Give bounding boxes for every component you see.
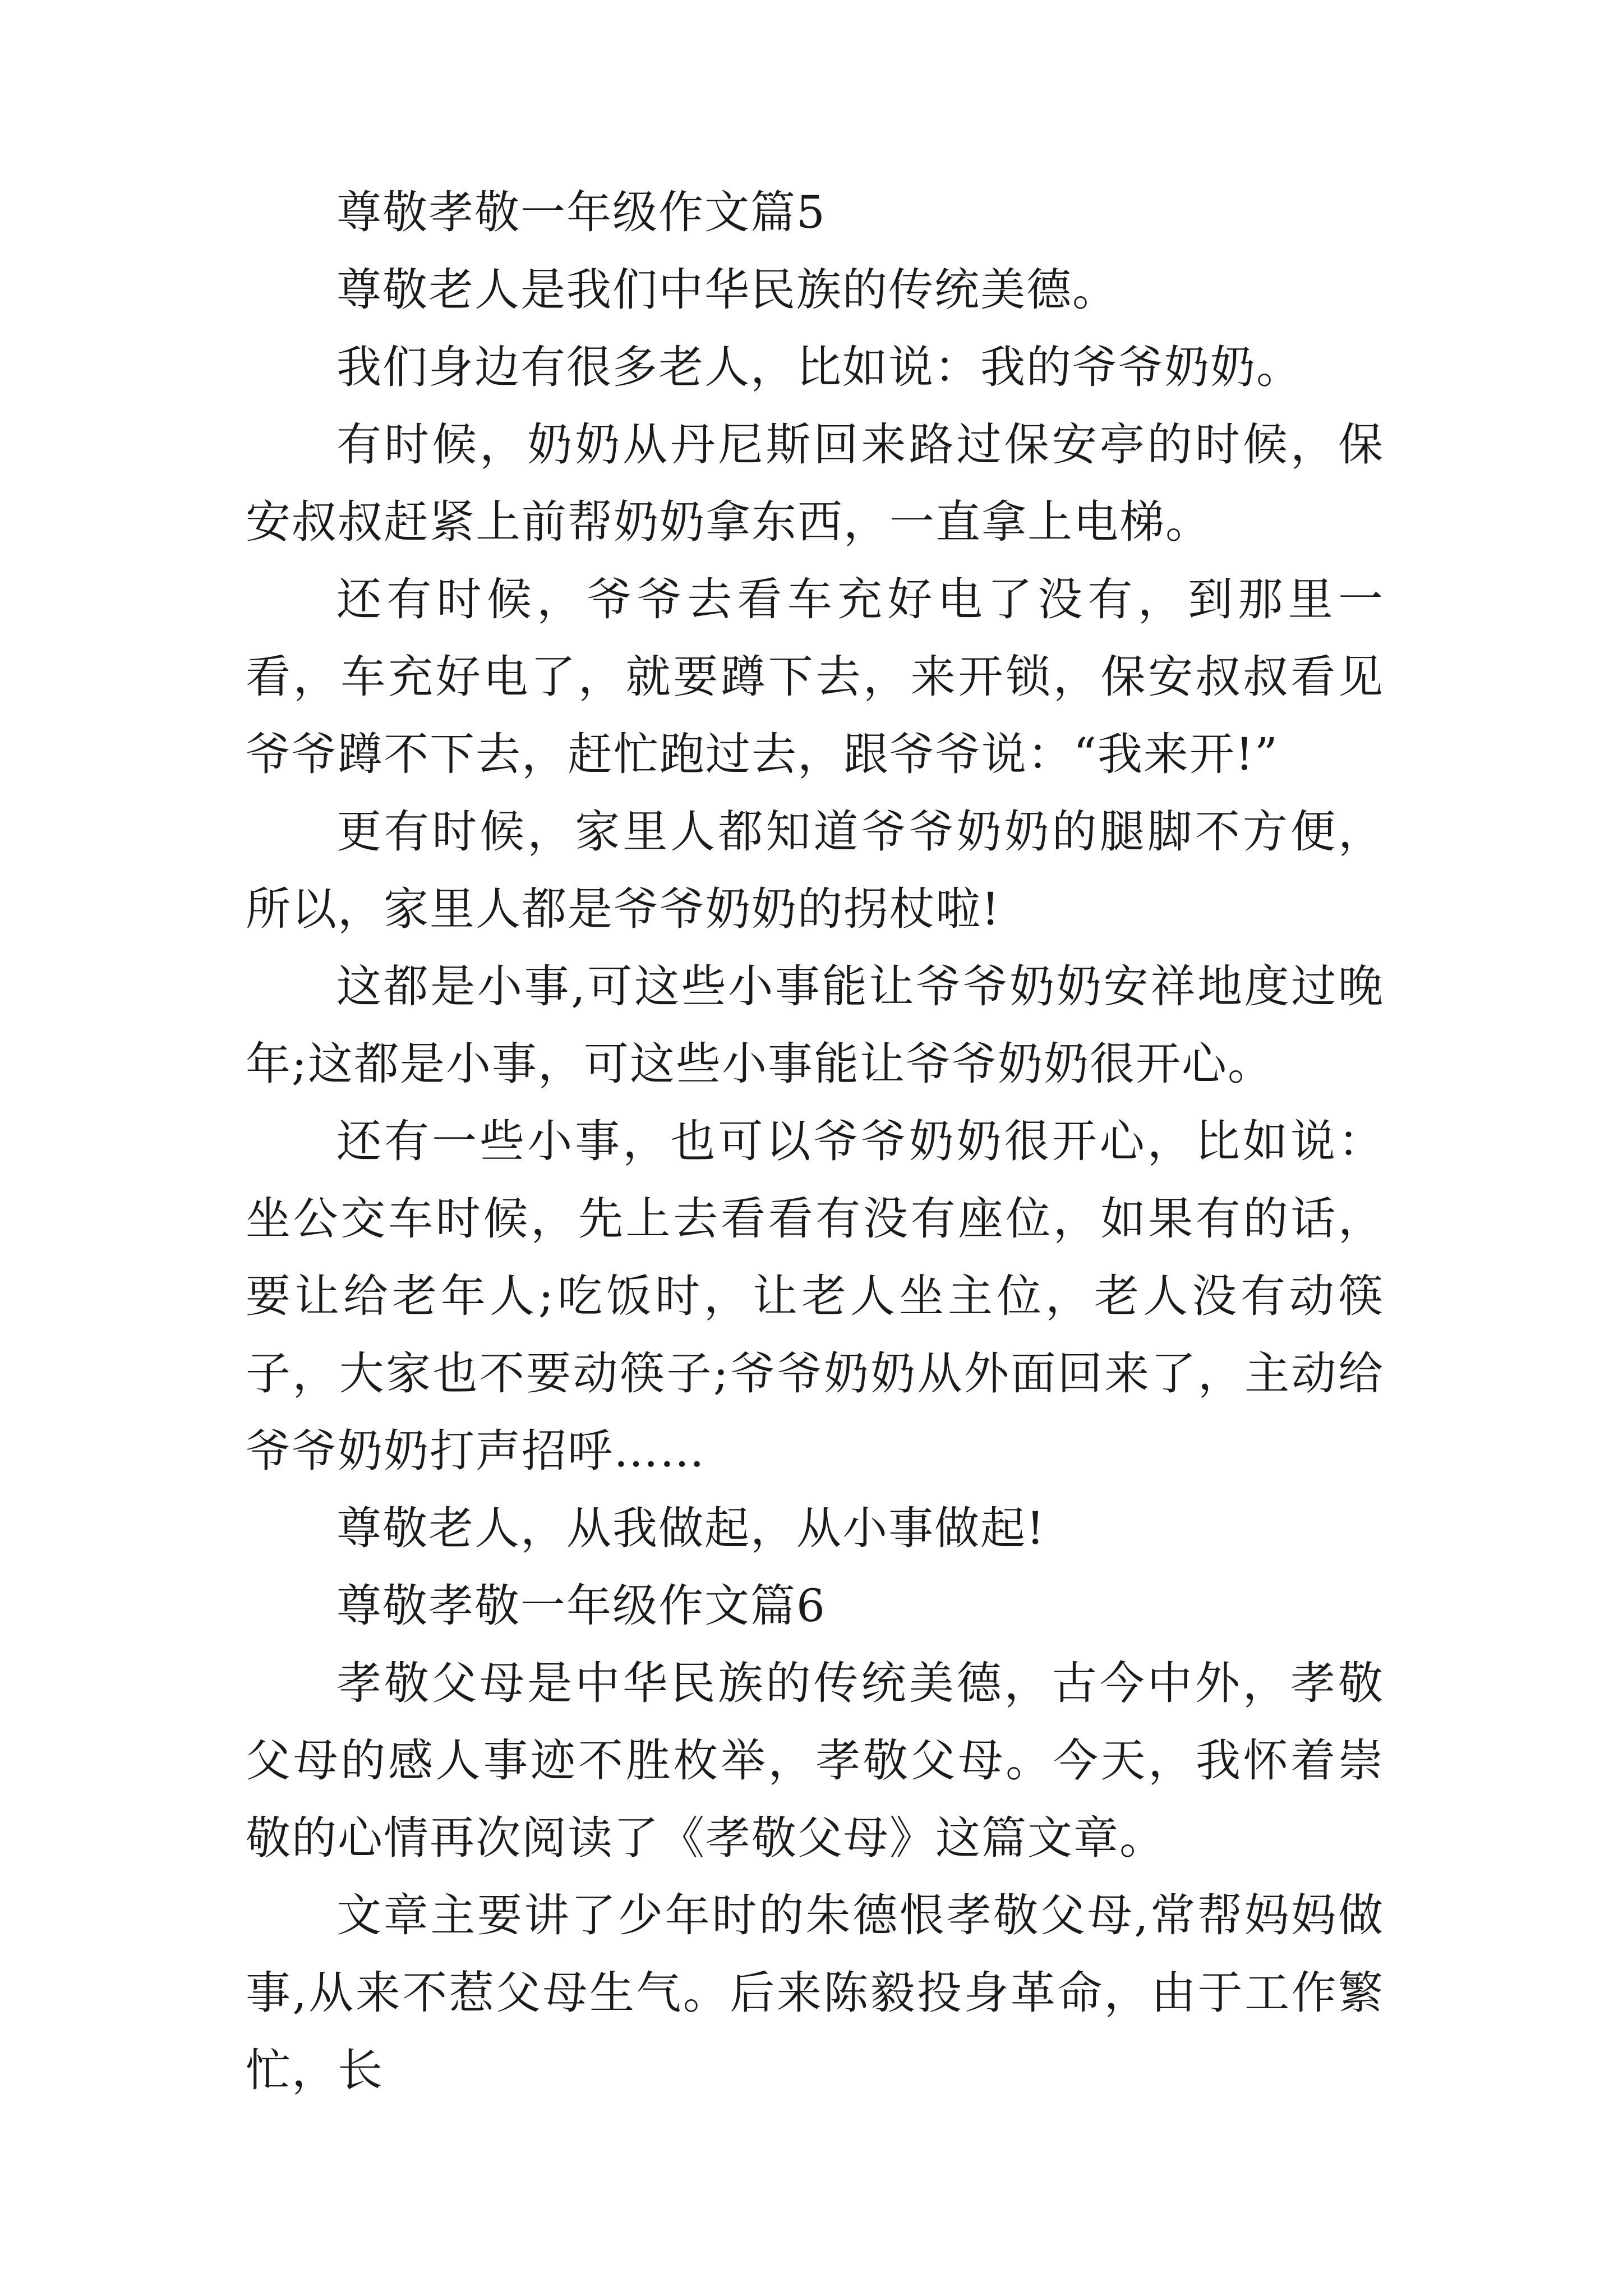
paragraph: 我们身边有很多老人，比如说：我的爷爷奶奶。 (336, 341, 1302, 393)
essay-title-5: 尊敬孝敬一年级作文篇5 (336, 186, 826, 238)
paragraph: 尊敬老人是我们中华民族的传统美德。 (336, 264, 1118, 316)
paragraph: 有时候，奶奶从丹尼斯回来路过保安亭的时候，保安叔叔赶紧上前帮奶奶拿东西，一直拿上电梯。 (246, 418, 1384, 548)
paragraph: 尊敬老人，从我做起，从小事做起! (336, 1502, 1046, 1554)
paragraph: 还有一些小事，也可以爷爷奶奶很开心，比如说：坐公交车时候，先上去看看有没有座位，如果有的话，要让给老年人;吃饭时，让老人坐主位，老人没有动筷子，大家也不要动筷子;爷爷奶奶从外面回来了，主动给爷爷奶奶打声招呼…… (246, 1115, 1384, 1477)
document-body (246, 174, 1384, 2109)
paragraph: 还有时候，爷爷去看车充好电了没有，到那里一看，车充好电了，就要蹲下去，来开锁，保安叔叔看见爷爷蹲不下去，赶忙跑过去，跟爷爷说：“我来开!” (246, 573, 1384, 780)
paragraph: 孝敬父母是中华民族的传统美德，古今中外，孝敬父母的感人事迹不胜枚举，孝敬父母。今天，我怀着崇敬的心情再次阅读了《孝敬父母》这篇文章。 (246, 1657, 1384, 1864)
paragraph: 更有时候，家里人都知道爷爷奶奶的腿脚不方便，所以，家里人都是爷爷奶奶的拐杖啦! (246, 806, 1384, 935)
essay-title-6: 尊敬孝敬一年级作文篇6 (336, 1580, 826, 1632)
paragraph: 文章主要讲了少年时的朱德恨孝敬父母,常帮妈妈做事,从来不惹父母生气。后来陈毅投身革命，由于工作繁忙，长 (246, 1889, 1384, 2096)
paragraph: 这都是小事,可这些小事能让爷爷奶奶安祥地度过晚年;这都是小事，可这些小事能让爷爷奶奶很开心。 (246, 960, 1384, 1090)
